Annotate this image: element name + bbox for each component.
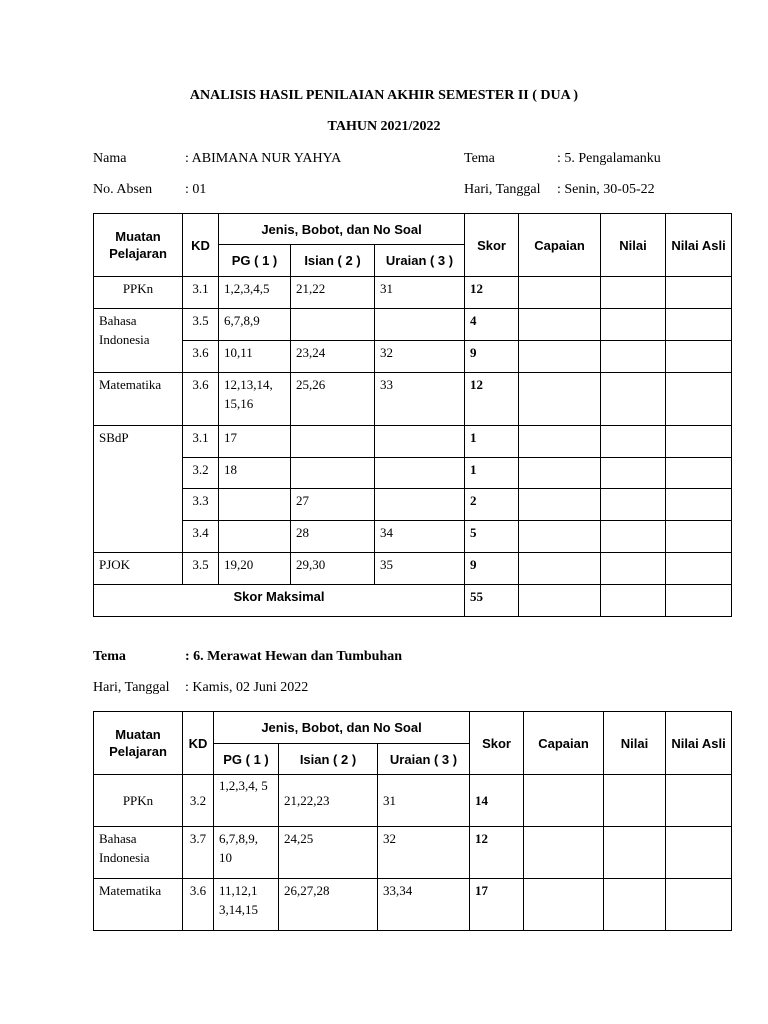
- table-row: [94, 553, 732, 585]
- nama-label: Nama: [93, 151, 127, 166]
- capaian-cell: [519, 585, 601, 617]
- isian-cell: 25,26: [291, 373, 375, 426]
- nilai-cell: [601, 309, 666, 341]
- skor-cell: 9: [465, 341, 519, 373]
- header-jenis: Jenis, Bobot, dan No Soal: [219, 214, 465, 245]
- skor-cell: 2: [465, 489, 519, 521]
- table-row: [94, 426, 732, 458]
- nilai-cell: [604, 827, 666, 879]
- nilai-asli-cell: [666, 426, 732, 458]
- header-muatan: Muatan Pelajaran: [94, 712, 183, 775]
- subject-cell: Bahasa Indonesia: [94, 309, 183, 373]
- capaian-cell: [519, 521, 601, 553]
- pg-cell: 17: [219, 426, 291, 458]
- header-uraian: Uraian ( 3 ): [375, 245, 465, 277]
- tema-label: Tema: [464, 151, 495, 166]
- table-row: [94, 277, 732, 309]
- kd-cell: 3.6: [183, 373, 219, 426]
- header-skor: Skor: [465, 214, 519, 277]
- nilai-asli-cell: [666, 585, 732, 617]
- kd-cell: 3.4: [183, 521, 219, 553]
- score-table-1: [93, 213, 732, 617]
- nilai-asli-cell: [666, 775, 732, 827]
- skor-cell: 14: [470, 775, 524, 827]
- header-nilai: Nilai: [604, 712, 666, 775]
- subject-cell: PPKn: [94, 277, 183, 309]
- pg-cell: 19,20: [219, 553, 291, 585]
- table-row: [94, 775, 732, 827]
- skor-cell: 17: [470, 879, 524, 931]
- uraian-cell: 32: [378, 827, 470, 879]
- skor-cell: 1: [465, 426, 519, 458]
- kd-cell: 3.2: [183, 775, 214, 827]
- pg-cell: 1,2,3,4, 5: [214, 775, 279, 827]
- document-title: ANALISIS HASIL PENILAIAN AKHIR SEMESTER II ( DUA ): [189, 88, 579, 103]
- isian-cell: 26,27,28: [279, 879, 378, 931]
- header-skor: Skor: [470, 712, 524, 775]
- nilai-cell: [601, 277, 666, 309]
- isian-cell: 29,30: [291, 553, 375, 585]
- capaian-cell: [519, 373, 601, 426]
- table-row: [94, 827, 732, 879]
- uraian-cell: 33: [375, 373, 465, 426]
- header-kd: KD: [183, 712, 214, 775]
- header-pg: PG ( 1 ): [219, 245, 291, 277]
- hari-value: : Senin, 30-05-22: [557, 182, 655, 197]
- isian-cell: 23,24: [291, 341, 375, 373]
- capaian-cell: [519, 489, 601, 521]
- subject-cell: PJOK: [94, 553, 183, 585]
- header-muatan: Muatan Pelajaran: [94, 214, 183, 277]
- kd-cell: 3.5: [183, 309, 219, 341]
- header-isian: Isian ( 2 ): [279, 744, 378, 775]
- pg-cell: 18: [219, 458, 291, 489]
- capaian-cell: [524, 827, 604, 879]
- kd-cell: 3.1: [183, 426, 219, 458]
- kd-cell: 3.1: [183, 277, 219, 309]
- skor-cell: 9: [465, 553, 519, 585]
- kd-cell: 3.7: [183, 827, 214, 879]
- nilai-asli-cell: [666, 309, 732, 341]
- nilai-cell: [601, 521, 666, 553]
- capaian-cell: [519, 426, 601, 458]
- nilai-cell: [604, 775, 666, 827]
- nilai-cell: [601, 341, 666, 373]
- header-jenis: Jenis, Bobot, dan No Soal: [214, 712, 470, 744]
- nilai-asli-cell: [666, 553, 732, 585]
- total-row: [94, 585, 732, 617]
- isian-cell: 21,22: [291, 277, 375, 309]
- kd-cell: 3.6: [183, 879, 214, 931]
- absen-value: : 01: [185, 182, 207, 197]
- uraian-cell: 34: [375, 521, 465, 553]
- pg-cell: 11,12,1 3,14,15: [214, 879, 279, 931]
- nilai-asli-cell: [666, 341, 732, 373]
- capaian-cell: [519, 309, 601, 341]
- pg-cell: 6,7,8,9, 10: [214, 827, 279, 879]
- nilai-cell: [601, 458, 666, 489]
- uraian-cell: [375, 458, 465, 489]
- header-capaian: Capaian: [519, 214, 601, 277]
- table-row: [94, 521, 732, 553]
- table-row: [94, 458, 732, 489]
- isian-cell: 24,25: [279, 827, 378, 879]
- header-nilai: Nilai: [601, 214, 666, 277]
- skor-cell: 12: [465, 373, 519, 426]
- score-table-2-body: [93, 711, 732, 931]
- capaian-cell: [524, 775, 604, 827]
- subject-cell: Bahasa Indonesia: [94, 827, 183, 879]
- nilai-asli-cell: [666, 277, 732, 309]
- hari-label: Hari, Tanggal: [464, 182, 541, 197]
- nilai-asli-cell: [666, 521, 732, 553]
- pg-cell: 1,2,3,4,5: [219, 277, 291, 309]
- nilai-asli-cell: [666, 827, 732, 879]
- skor-cell: 5: [465, 521, 519, 553]
- pg-cell: 6,7,8,9: [219, 309, 291, 341]
- table-row: [94, 879, 732, 931]
- uraian-cell: [375, 309, 465, 341]
- tema-value: : 5. Pengalamanku: [557, 151, 661, 166]
- skor-cell: 12: [465, 277, 519, 309]
- uraian-cell: [375, 426, 465, 458]
- nilai-cell: [601, 373, 666, 426]
- skor-cell: 1: [465, 458, 519, 489]
- kd-cell: 3.6: [183, 341, 219, 373]
- hari2-label: Hari, Tanggal: [93, 680, 170, 695]
- pg-cell: [219, 521, 291, 553]
- uraian-cell: 33,34: [378, 879, 470, 931]
- pg-cell: 12,13,14, 15,16: [219, 373, 291, 426]
- capaian-cell: [519, 277, 601, 309]
- total-label: Skor Maksimal: [94, 585, 465, 617]
- nilai-cell: [604, 879, 666, 931]
- kd-cell: 3.3: [183, 489, 219, 521]
- tema2-label: Tema: [93, 649, 126, 664]
- pg-cell: 10,11: [219, 341, 291, 373]
- subject-cell: Matematika: [94, 373, 183, 426]
- nilai-cell: [601, 426, 666, 458]
- nilai-asli-cell: [666, 489, 732, 521]
- document-year: TAHUN 2021/2022: [327, 119, 441, 134]
- isian-cell: 21,22,23: [279, 775, 378, 827]
- isian-cell: [291, 309, 375, 341]
- header-uraian: Uraian ( 3 ): [378, 744, 470, 775]
- table-row: [94, 373, 732, 426]
- skor-cell: 4: [465, 309, 519, 341]
- isian-cell: 27: [291, 489, 375, 521]
- header-isian: Isian ( 2 ): [291, 245, 375, 277]
- uraian-cell: [375, 489, 465, 521]
- header-pg: PG ( 1 ): [214, 744, 279, 775]
- isian-cell: [291, 426, 375, 458]
- skor-cell: 12: [470, 827, 524, 879]
- total-value: 55: [465, 585, 519, 617]
- header-capaian: Capaian: [524, 712, 604, 775]
- subject-cell: SBdP: [94, 426, 183, 553]
- subject-cell: PPKn: [94, 775, 183, 827]
- header-nilai-asli: Nilai Asli: [666, 712, 732, 775]
- subject-cell: Matematika: [94, 879, 183, 931]
- absen-label: No. Absen: [93, 182, 153, 197]
- tema2-value: : 6. Merawat Hewan dan Tumbuhan: [185, 649, 403, 664]
- uraian-cell: 31: [375, 277, 465, 309]
- table-row: [94, 489, 732, 521]
- pg-cell: [219, 489, 291, 521]
- capaian-cell: [519, 458, 601, 489]
- nilai-cell: [601, 489, 666, 521]
- kd-cell: 3.5: [183, 553, 219, 585]
- nilai-cell: [601, 553, 666, 585]
- nilai-cell: [601, 585, 666, 617]
- uraian-cell: 32: [375, 341, 465, 373]
- isian-cell: [291, 458, 375, 489]
- isian-cell: 28: [291, 521, 375, 553]
- uraian-cell: 35: [375, 553, 465, 585]
- table-row: [94, 309, 732, 341]
- kd-cell: 3.2: [183, 458, 219, 489]
- nilai-asli-cell: [666, 458, 732, 489]
- nilai-asli-cell: [666, 879, 732, 931]
- capaian-cell: [519, 553, 601, 585]
- header-kd: KD: [183, 214, 219, 277]
- nama-value: : ABIMANA NUR YAHYA: [185, 151, 342, 166]
- table-row: [94, 341, 732, 373]
- nilai-asli-cell: [666, 373, 732, 426]
- capaian-cell: [519, 341, 601, 373]
- header-nilai-asli: Nilai Asli: [666, 214, 732, 277]
- hari2-value: : Kamis, 02 Juni 2022: [185, 680, 309, 695]
- capaian-cell: [524, 879, 604, 931]
- uraian-cell: 31: [378, 775, 470, 827]
